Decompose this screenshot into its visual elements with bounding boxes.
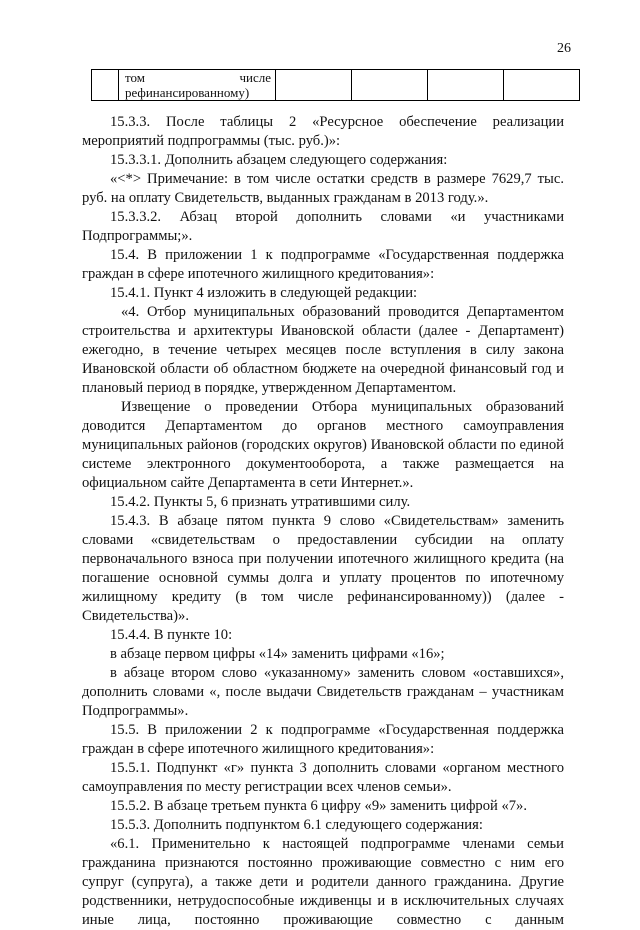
paragraph: Извещение о проведении Отбора муниципальных образований доводится Департаментом до органов местного самоуправления муниципальных районов (городских округов) Ивановской области по единой системе электронного документооборота, а также размещается на официальном сайте Департамента в сети Интернет.». xyxy=(82,399,564,491)
paragraph: 15.4.1. Пункт 4 изложить в следующей редакции: xyxy=(110,285,418,301)
page-number: 26 xyxy=(557,41,571,56)
paragraph: 15.4. В приложении 1 к подпрограмме «Государственная поддержка граждан в сфере ипотечного жилищного кредитования»: xyxy=(82,247,564,282)
table-cell-empty xyxy=(92,70,119,101)
table-cell-word-1: том xyxy=(125,70,145,85)
table-cell-empty xyxy=(352,70,428,101)
paragraph: 15.3.3.2. Абзац второй дополнить словами «и участниками Подпрограммы;». xyxy=(82,209,564,244)
paragraph: 15.4.3. В абзаце пятом пункта 9 слово «Свидетельствам» заменить словами «свидетельствам о предоставлении субсидии на оплату первоначального взноса при получении ипотечного жилищного кредита (на погашение основной суммы долга и уплату процентов по ипотечному жилищному кредиту (в том числе рефинансированному)) (далее - Свидетельства)». xyxy=(82,513,564,624)
table-cell-line-2: рефинансированному) xyxy=(125,85,250,100)
table-fragment xyxy=(91,69,580,101)
paragraph: в абзаце втором слово «указанному» заменить словом «оставшихся», дополнить словами «, после выдачи Свидетельств гражданам – участникам Подпрограммы». xyxy=(82,665,564,719)
paragraph: «6.1. Применительно к настоящей подпрограмме членами семьи гражданина признаются постоянно проживающие совместно с ним его супруг (супруга), а также дети и родители данного гражданина. Другие родственники, нетрудоспособные иждивенцы и в исключительных случаях иные лица, постоянно проживающие совместно с данным xyxy=(82,836,564,928)
paragraph: в абзаце первом цифры «14» заменить цифрами «16»; xyxy=(110,646,445,662)
table-cell-empty xyxy=(276,70,352,101)
paragraph: 15.5.3. Дополнить подпунктом 6.1 следующего содержания: xyxy=(110,817,483,833)
paragraph: 15.4.4. В пункте 10: xyxy=(110,627,233,643)
paragraph: «4. Отбор муниципальных образований проводится Департаментом строительства и архитектуры Ивановской области (далее - Департамент) ежегодно, в течение четырех месяцев после вступления в силу закона Ивановской области об областном бюджете на очередной финансовый год и плановый период в порядке, утвержденном Департаментом. xyxy=(82,304,564,396)
table-row xyxy=(92,70,580,101)
paragraph: «<*> Примечание: в том числе остатки средств в размере 7629,7 тыс. руб. на оплату Свидетельств, выданных гражданам в 2013 году.». xyxy=(82,171,564,206)
paragraph: 15.5.2. В абзаце третьем пункта 6 цифру «9» заменить цифрой «7». xyxy=(110,798,527,814)
table-cell-line-1 xyxy=(125,70,271,85)
document-body xyxy=(82,113,564,930)
paragraph: 15.5. В приложении 2 к подпрограмме «Государственная поддержка граждан в сфере ипотечного жилищного кредитования»: xyxy=(82,722,564,757)
paragraph: 15.4.2. Пункты 5, 6 признать утратившими силу. xyxy=(110,494,411,510)
table-cell-empty xyxy=(428,70,504,101)
table-cell-text xyxy=(119,70,276,101)
paragraph: 15.5.1. Подпункт «г» пункта 3 дополнить словами «органом местного самоуправления по месту регистрации всех членов семьи». xyxy=(82,760,564,795)
table-cell-word-2: числе xyxy=(239,70,271,85)
paragraph: 15.3.3.1. Дополнить абзацем следующего содержания: xyxy=(110,152,448,168)
table-cell-empty xyxy=(504,70,580,101)
paragraph: 15.3.3. После таблицы 2 «Ресурсное обеспечение реализации мероприятий подпрограммы (тыс. руб.)»: xyxy=(82,114,564,149)
